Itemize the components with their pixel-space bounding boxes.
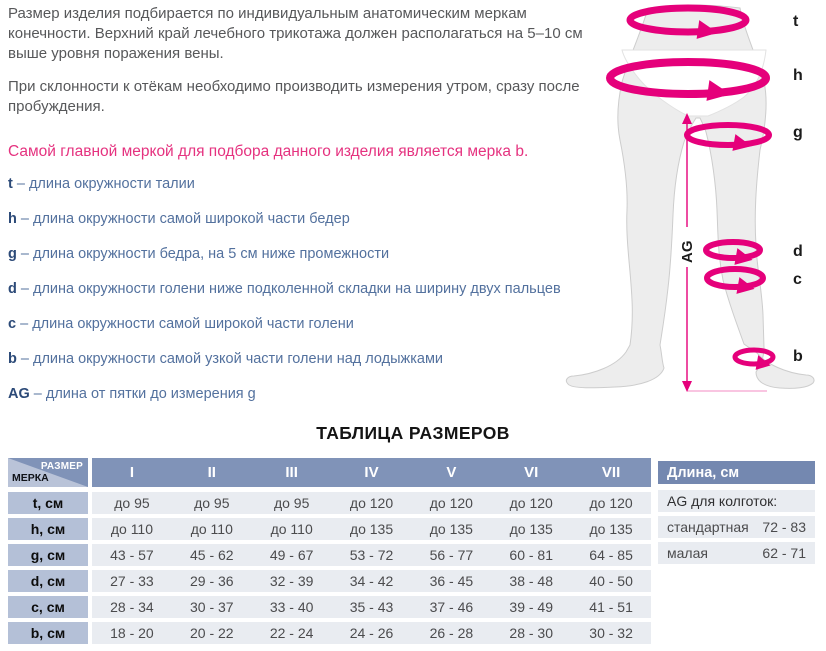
value-cell: 49 - 67	[252, 544, 332, 566]
value-cell: до 135	[491, 518, 571, 540]
row-cells	[92, 518, 651, 540]
value-cell: 28 - 30	[491, 622, 571, 644]
length-row-label: стандартная	[667, 519, 749, 535]
measure-dash: –	[16, 281, 33, 297]
value-cell: 18 - 20	[92, 622, 172, 644]
measure-key: t	[8, 176, 13, 192]
size-table	[8, 458, 651, 648]
value-cell: до 110	[172, 518, 252, 540]
measure-def-row	[8, 174, 600, 194]
measure-text: длина окружности талии	[28, 176, 195, 192]
leg-measurement-diagram	[560, 0, 826, 400]
value-cell: 30 - 37	[172, 596, 252, 618]
table-row	[8, 518, 651, 540]
value-cell: до 95	[252, 492, 332, 514]
value-cell: 38 - 48	[491, 570, 571, 592]
value-cell: 56 - 77	[411, 544, 491, 566]
row-cells	[92, 544, 651, 566]
row-cells	[92, 622, 651, 644]
measure-text: длина окружности самой широкой части бедер	[32, 211, 350, 227]
table-row	[8, 622, 651, 644]
value-cell: 33 - 40	[252, 596, 332, 618]
table-row	[8, 596, 651, 618]
figure-side-label-b: b	[793, 348, 803, 365]
value-cell: до 135	[411, 518, 491, 540]
measure-key: AG	[8, 386, 30, 402]
value-cell: до 135	[571, 518, 651, 540]
value-cell: до 120	[491, 492, 571, 514]
length-panel-subheader-row	[658, 490, 815, 512]
length-panel-header: Длина, см	[658, 461, 815, 484]
measure-def-row	[8, 349, 600, 369]
measure-def-row	[8, 314, 600, 334]
row-cells	[92, 570, 651, 592]
value-cell: до 120	[571, 492, 651, 514]
measure-def-row	[8, 279, 600, 299]
value-cell: 37 - 46	[411, 596, 491, 618]
value-cell: до 110	[92, 518, 172, 540]
row-cells	[92, 596, 651, 618]
measure-dash: –	[16, 211, 33, 227]
measure-text: длина окружности самой узкой части голени над лодыжками	[32, 351, 444, 367]
measure-text: длина окружности бедра, на 5 см ниже промежности	[32, 246, 390, 262]
value-cell: 30 - 32	[571, 622, 651, 644]
value-cell: 40 - 50	[571, 570, 651, 592]
value-cell: 26 - 28	[411, 622, 491, 644]
column-header: I	[92, 458, 172, 487]
measure-key: d	[8, 281, 17, 297]
value-cell: 20 - 22	[172, 622, 252, 644]
value-cell: 39 - 49	[491, 596, 571, 618]
measure-key: b	[8, 351, 17, 367]
length-row-label: малая	[667, 545, 708, 561]
row-label: t, см	[8, 492, 88, 514]
figure-side-label-h: h	[793, 67, 803, 84]
column-header: III	[252, 458, 332, 487]
length-row-value: 72 - 83	[762, 519, 806, 535]
row-label: h, см	[8, 518, 88, 540]
measure-dash: –	[16, 351, 33, 367]
value-cell: 22 - 24	[252, 622, 332, 644]
value-cell: 36 - 45	[411, 570, 491, 592]
measure-text: длина от пятки до измерения g	[45, 386, 256, 402]
column-header: IV	[332, 458, 412, 487]
column-header: II	[172, 458, 252, 487]
figure-side-label-t: t	[793, 13, 799, 30]
value-cell: 53 - 72	[332, 544, 412, 566]
measure-text: длина окружности самой широкой части голени	[32, 316, 354, 332]
column-header: V	[411, 458, 491, 487]
value-cell: 43 - 57	[92, 544, 172, 566]
value-cell: 28 - 34	[92, 596, 172, 618]
length-row	[658, 516, 815, 538]
value-cell: 34 - 42	[332, 570, 412, 592]
value-cell: 32 - 39	[252, 570, 332, 592]
value-cell: 41 - 51	[571, 596, 651, 618]
measure-definitions-list	[8, 174, 600, 419]
length-panel	[658, 461, 815, 568]
row-label: b, см	[8, 622, 88, 644]
column-headers	[92, 458, 651, 487]
value-cell: 24 - 26	[332, 622, 412, 644]
measure-def-row	[8, 209, 600, 229]
value-cell: до 120	[411, 492, 491, 514]
value-cell: 29 - 36	[172, 570, 252, 592]
table-row	[8, 544, 651, 566]
measure-def-row	[8, 244, 600, 264]
row-label: c, см	[8, 596, 88, 618]
measure-dash: –	[12, 176, 29, 192]
column-header: VI	[491, 458, 571, 487]
intro-paragraph-1: Размер изделия подбирается по индивидуальным анатомическим меркам конечности. Верхний край лечебного трикотажа должен располагаться на 5–10 см выше уровня поражения вены.	[8, 5, 583, 62]
value-cell: 45 - 62	[172, 544, 252, 566]
intro-block	[8, 4, 586, 162]
size-table-title: ТАБЛИЦА РАЗМЕРОВ	[316, 423, 510, 443]
value-cell: 27 - 33	[92, 570, 172, 592]
value-cell: до 110	[252, 518, 332, 540]
measure-dash: –	[29, 386, 46, 402]
value-cell: до 135	[332, 518, 412, 540]
row-label: d, см	[8, 570, 88, 592]
figure-side-label-c: c	[793, 271, 802, 288]
value-cell: до 120	[332, 492, 412, 514]
size-table-header-row	[8, 458, 651, 487]
corner-cell	[8, 458, 88, 487]
row-cells	[92, 492, 651, 514]
measure-key: c	[8, 316, 17, 332]
value-cell: 60 - 81	[491, 544, 571, 566]
value-cell: до 95	[172, 492, 252, 514]
intro-paragraph-2: При склонности к отёкам необходимо производить измерения утром, сразу после пробуждения.	[8, 78, 580, 115]
length-row	[658, 542, 815, 564]
row-label: g, см	[8, 544, 88, 566]
measure-key: h	[8, 211, 17, 227]
figure-side-label-g: g	[793, 124, 803, 141]
length-row-value: 62 - 71	[762, 545, 806, 561]
table-row	[8, 492, 651, 514]
table-row	[8, 570, 651, 592]
measure-key: g	[8, 246, 17, 262]
corner-measure-label: МЕРКА	[12, 472, 49, 484]
value-cell: 35 - 43	[332, 596, 412, 618]
figure-side-label-d: d	[793, 243, 803, 260]
corner-size-label: РАЗМЕР	[40, 461, 83, 472]
measure-text: длина окружности голени ниже подколенной складки на ширину двух пальцев	[32, 281, 561, 297]
measure-def-row	[8, 384, 600, 404]
measure-dash: –	[16, 316, 33, 332]
value-cell: до 95	[92, 492, 172, 514]
ag-label: AG	[679, 240, 696, 263]
length-panel-subheader: AG для колготок:	[667, 493, 778, 509]
measure-dash: –	[16, 246, 33, 262]
key-measure-note: Самой главной меркой для подбора данного изделия является мерка b.	[8, 143, 529, 160]
value-cell: 64 - 85	[571, 544, 651, 566]
column-header: VII	[571, 458, 651, 487]
